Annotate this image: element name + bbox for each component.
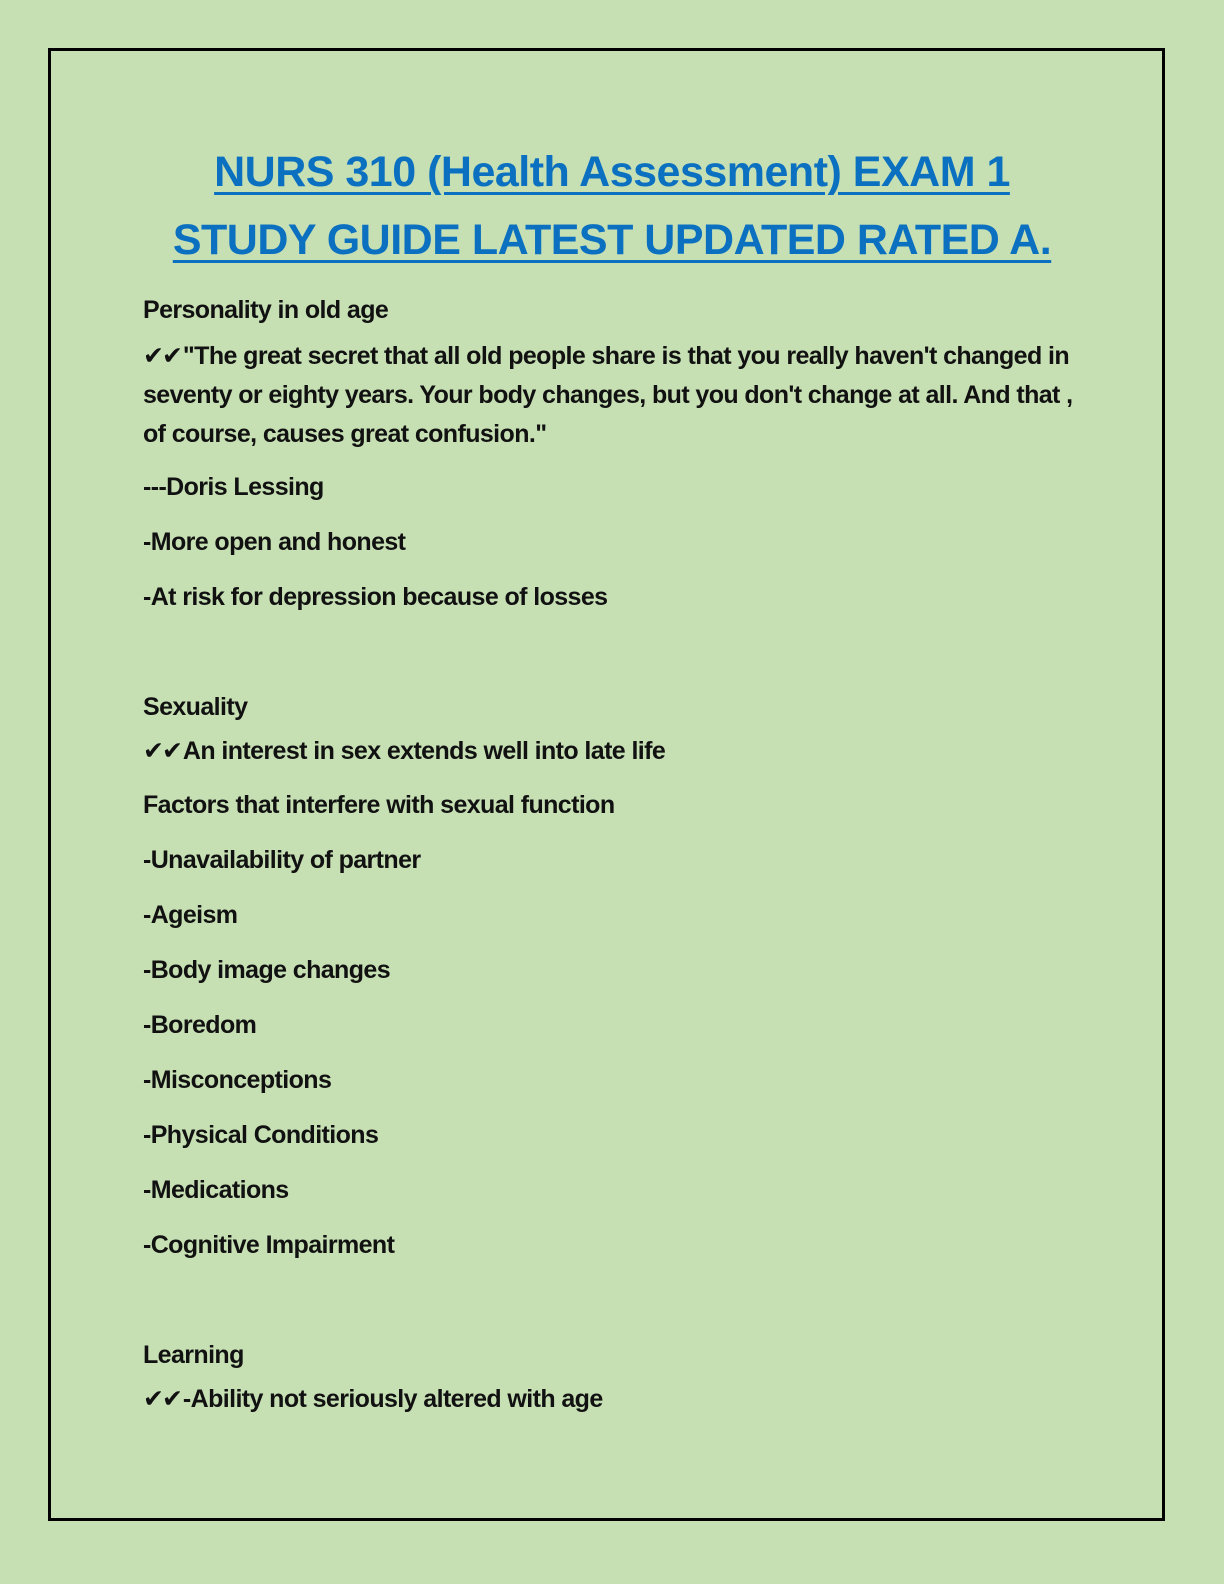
factor-item: -Physical Conditions [143,1121,379,1149]
learning-answer [143,1384,603,1414]
quote-attribution: ---Doris Lessing [143,473,324,501]
factor-item: -Boredom [143,1011,257,1039]
document-title-line-1: NURS 310 (Health Assessment) EXAM 1 [214,148,1010,196]
double-check-icon: ✔✔ [143,341,181,370]
factor-item: -Body image changes [143,956,390,984]
quote-text: "The great secret that all old people share is that you really haven't changed in seventy or eighty years. Your body changes, but you don't change at all. And that , of course, causes great confusion." [143,342,1073,448]
factor-item: -Cognitive Impairment [143,1231,395,1259]
personality-point-2: -At risk for depression because of losses [143,583,608,611]
factor-item: -Misconceptions [143,1066,332,1094]
personality-quote [143,336,1083,454]
answer-text: -Ability not seriously altered with age [182,1385,603,1413]
personality-point-1: -More open and honest [143,528,406,556]
factor-item: -Ageism [143,901,238,929]
page-border [48,48,1165,1521]
sexuality-subheading: Factors that interfere with sexual function [143,791,615,819]
factor-item: -Unavailability of partner [143,846,421,874]
section-heading-learning: Learning [143,1341,244,1369]
double-check-icon: ✔✔ [143,736,181,765]
answer-text: An interest in sex extends well into late life [182,737,666,765]
factor-item: -Medications [143,1176,289,1204]
sexuality-answer [143,736,665,766]
section-heading-sexuality: Sexuality [143,693,248,721]
document-title-line-2: STUDY GUIDE LATEST UPDATED RATED A. [172,216,1052,264]
double-check-icon: ✔✔ [143,1384,181,1413]
section-heading-personality: Personality in old age [143,296,389,324]
